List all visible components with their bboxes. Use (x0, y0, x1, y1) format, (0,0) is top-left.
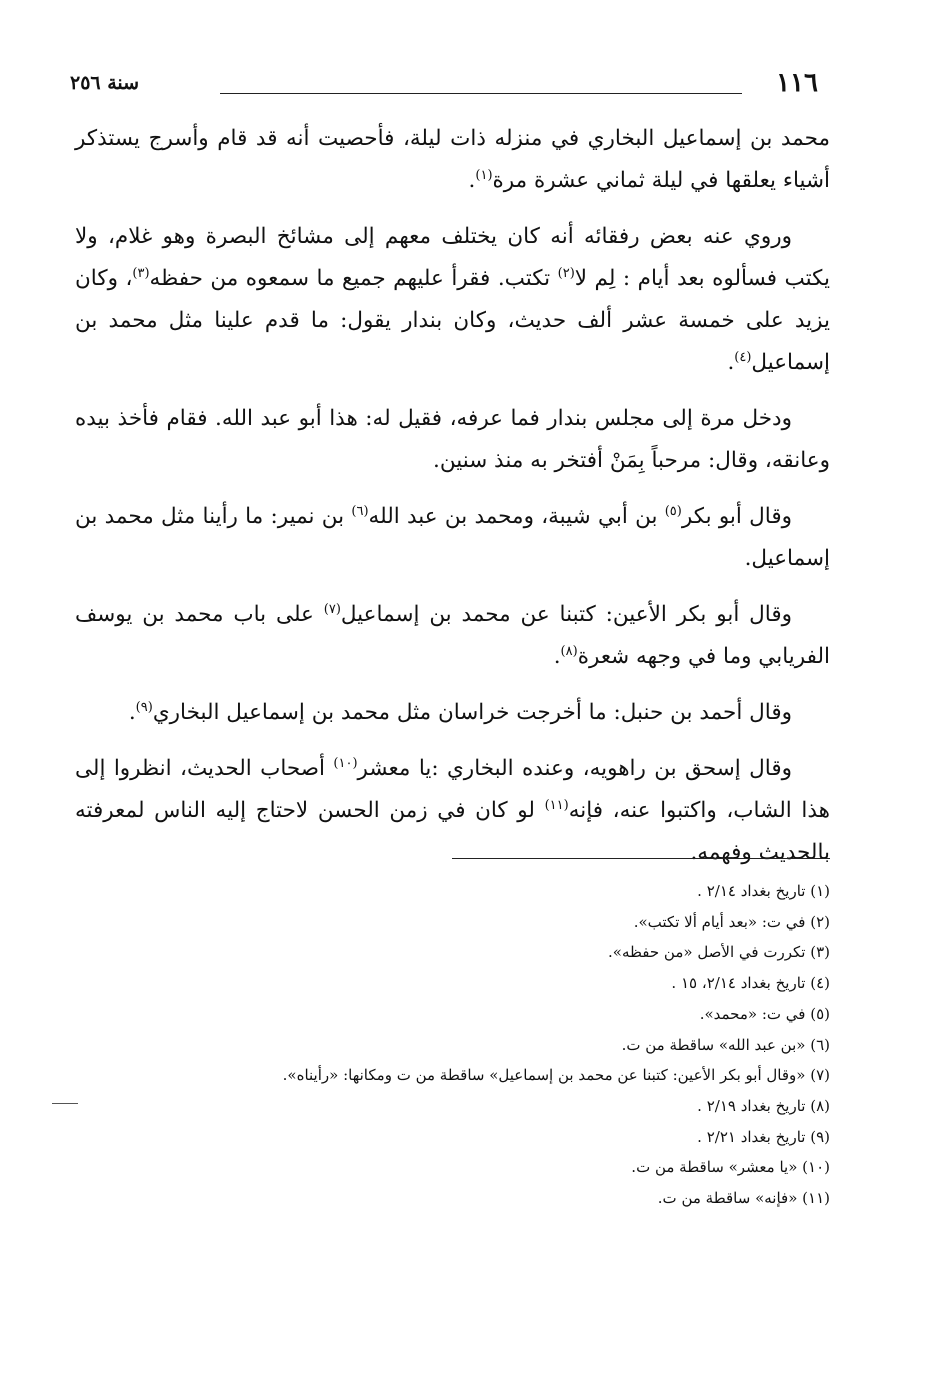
header-rule (220, 93, 742, 94)
text-run: وروي عنه بعض رفقائه أنه كان يختلف معهم إلى مشائخ البصرة وهو غلام، ولا يكتب فسألوه بعد أيام : لِم لا (75, 224, 830, 291)
paragraph (75, 118, 830, 202)
footnote: (١٠) «يا معشر» ساقطة من ت. (631, 1158, 830, 1177)
footnote: (٣) تكررت في الأصل «من حفظه». (608, 943, 830, 962)
text-run: . (468, 168, 476, 193)
footnotes (190, 876, 830, 1214)
text-run: على باب محمد بن يوسف الفريابي وما في وجهه شعرة (75, 602, 830, 669)
text-run: وقال أبو بكر الأعين: كتبنا عن محمد بن إسماعيل (340, 602, 792, 627)
footnote-marker: (٢) (557, 265, 575, 281)
footnote-marker: (٥) (664, 503, 682, 519)
page-number: ١١٦ (776, 68, 818, 98)
footnote: (١) تاريخ بغداد ٢/١٤ . (697, 882, 830, 900)
footnote-separator (452, 858, 830, 859)
footnote: (٧) «وقال أبو بكر الأعين: كتبنا عن محمد بن إسماعيل» ساقطة من ت ومكانها: «رأيناه». (282, 1066, 830, 1085)
footnote-marker: (١) (475, 167, 493, 183)
text-run: وقال أبو بكر (681, 504, 792, 529)
footnote: (٦) «بن عبد الله» ساقطة من ت. (621, 1035, 830, 1054)
footnote: (٨) تاريخ بغداد ٢/١٩ . (697, 1096, 830, 1115)
footnote: (١١) «فإنه» ساقطة من ت. (657, 1189, 830, 1208)
text-run: تكتب. فقرأ عليهم جميع ما سمعوه من حفظه (149, 266, 558, 291)
paragraph (75, 692, 830, 734)
text-run: أصحاب الحديث، انظروا إلى هذا الشاب، واكتبوا عنه، فإنه (75, 756, 830, 823)
footnote-marker: (٤) (734, 349, 752, 365)
text-run: بن أبي شيبة، ومحمد بن عبد الله (368, 504, 665, 529)
footnote-marker: (٦) (351, 503, 369, 519)
text-run: . (727, 350, 735, 375)
margin-mark (52, 1103, 78, 1104)
text-run: وقال إسحق بن راهويه، وعنده البخاري :يا معشر (357, 756, 792, 781)
footnote-marker: (٧) (323, 601, 341, 617)
text-run: . (553, 644, 561, 669)
footnote-marker: (٨) (560, 643, 578, 659)
text-run: بن نمير: ما رأينا مثل محمد بن إسماعيل. (75, 504, 830, 571)
paragraph (75, 748, 830, 874)
text-run: محمد بن إسماعيل البخاري في منزله ذات ليلة، فأحصيت أنه قد قام وأسرج يستذكر أشياء يعلقها في ليلة ثماني عشرة مرة (75, 126, 830, 193)
paragraph (75, 216, 830, 384)
paragraph (75, 594, 830, 678)
page-header (70, 66, 830, 106)
footnote-marker: (١١) (544, 797, 569, 813)
footnote: (٥) في ت: «محمد». (699, 1004, 830, 1023)
footnote: (٩) تاريخ بغداد ٢/٢١ . (697, 1127, 830, 1146)
text-run: ودخل مرة إلى مجلس بندار فما عرفه، فقيل له: هذا أبو عبد الله. فقام فأخذ بيده وعانقه، وقال: مرحباً بِمَنْ أفتخر به منذ سنين. (75, 406, 830, 473)
paragraph (75, 398, 830, 482)
text-run: لو كان في زمن الحسن لاحتاج إليه الناس لمعرفته بالحديث وفهمه. (75, 798, 830, 865)
footnote-marker: (٣) (132, 265, 150, 281)
text-run: وقال أحمد بن حنبل: ما أخرجت خراسان مثل محمد بن إسماعيل البخاري (152, 700, 792, 725)
text-run: ، وكان يزيد على خمسة عشر ألف حديث، وكان بندار يقول: ما قدم علينا مثل محمد بن إسماعيل (75, 266, 830, 375)
footnote: (٤) تاريخ بغداد ٢/١٤، ١٥ . (671, 974, 830, 993)
footnote-marker: (١٠) (333, 755, 358, 771)
running-head: سنة ٢٥٦ (70, 72, 140, 94)
paragraph (75, 496, 830, 580)
footnote: (٢) في ت: «بعد أيام ألا تكتب». (633, 912, 830, 931)
main-text (75, 118, 830, 888)
footnote-marker: (٩) (135, 699, 153, 715)
text-run: . (128, 700, 136, 725)
